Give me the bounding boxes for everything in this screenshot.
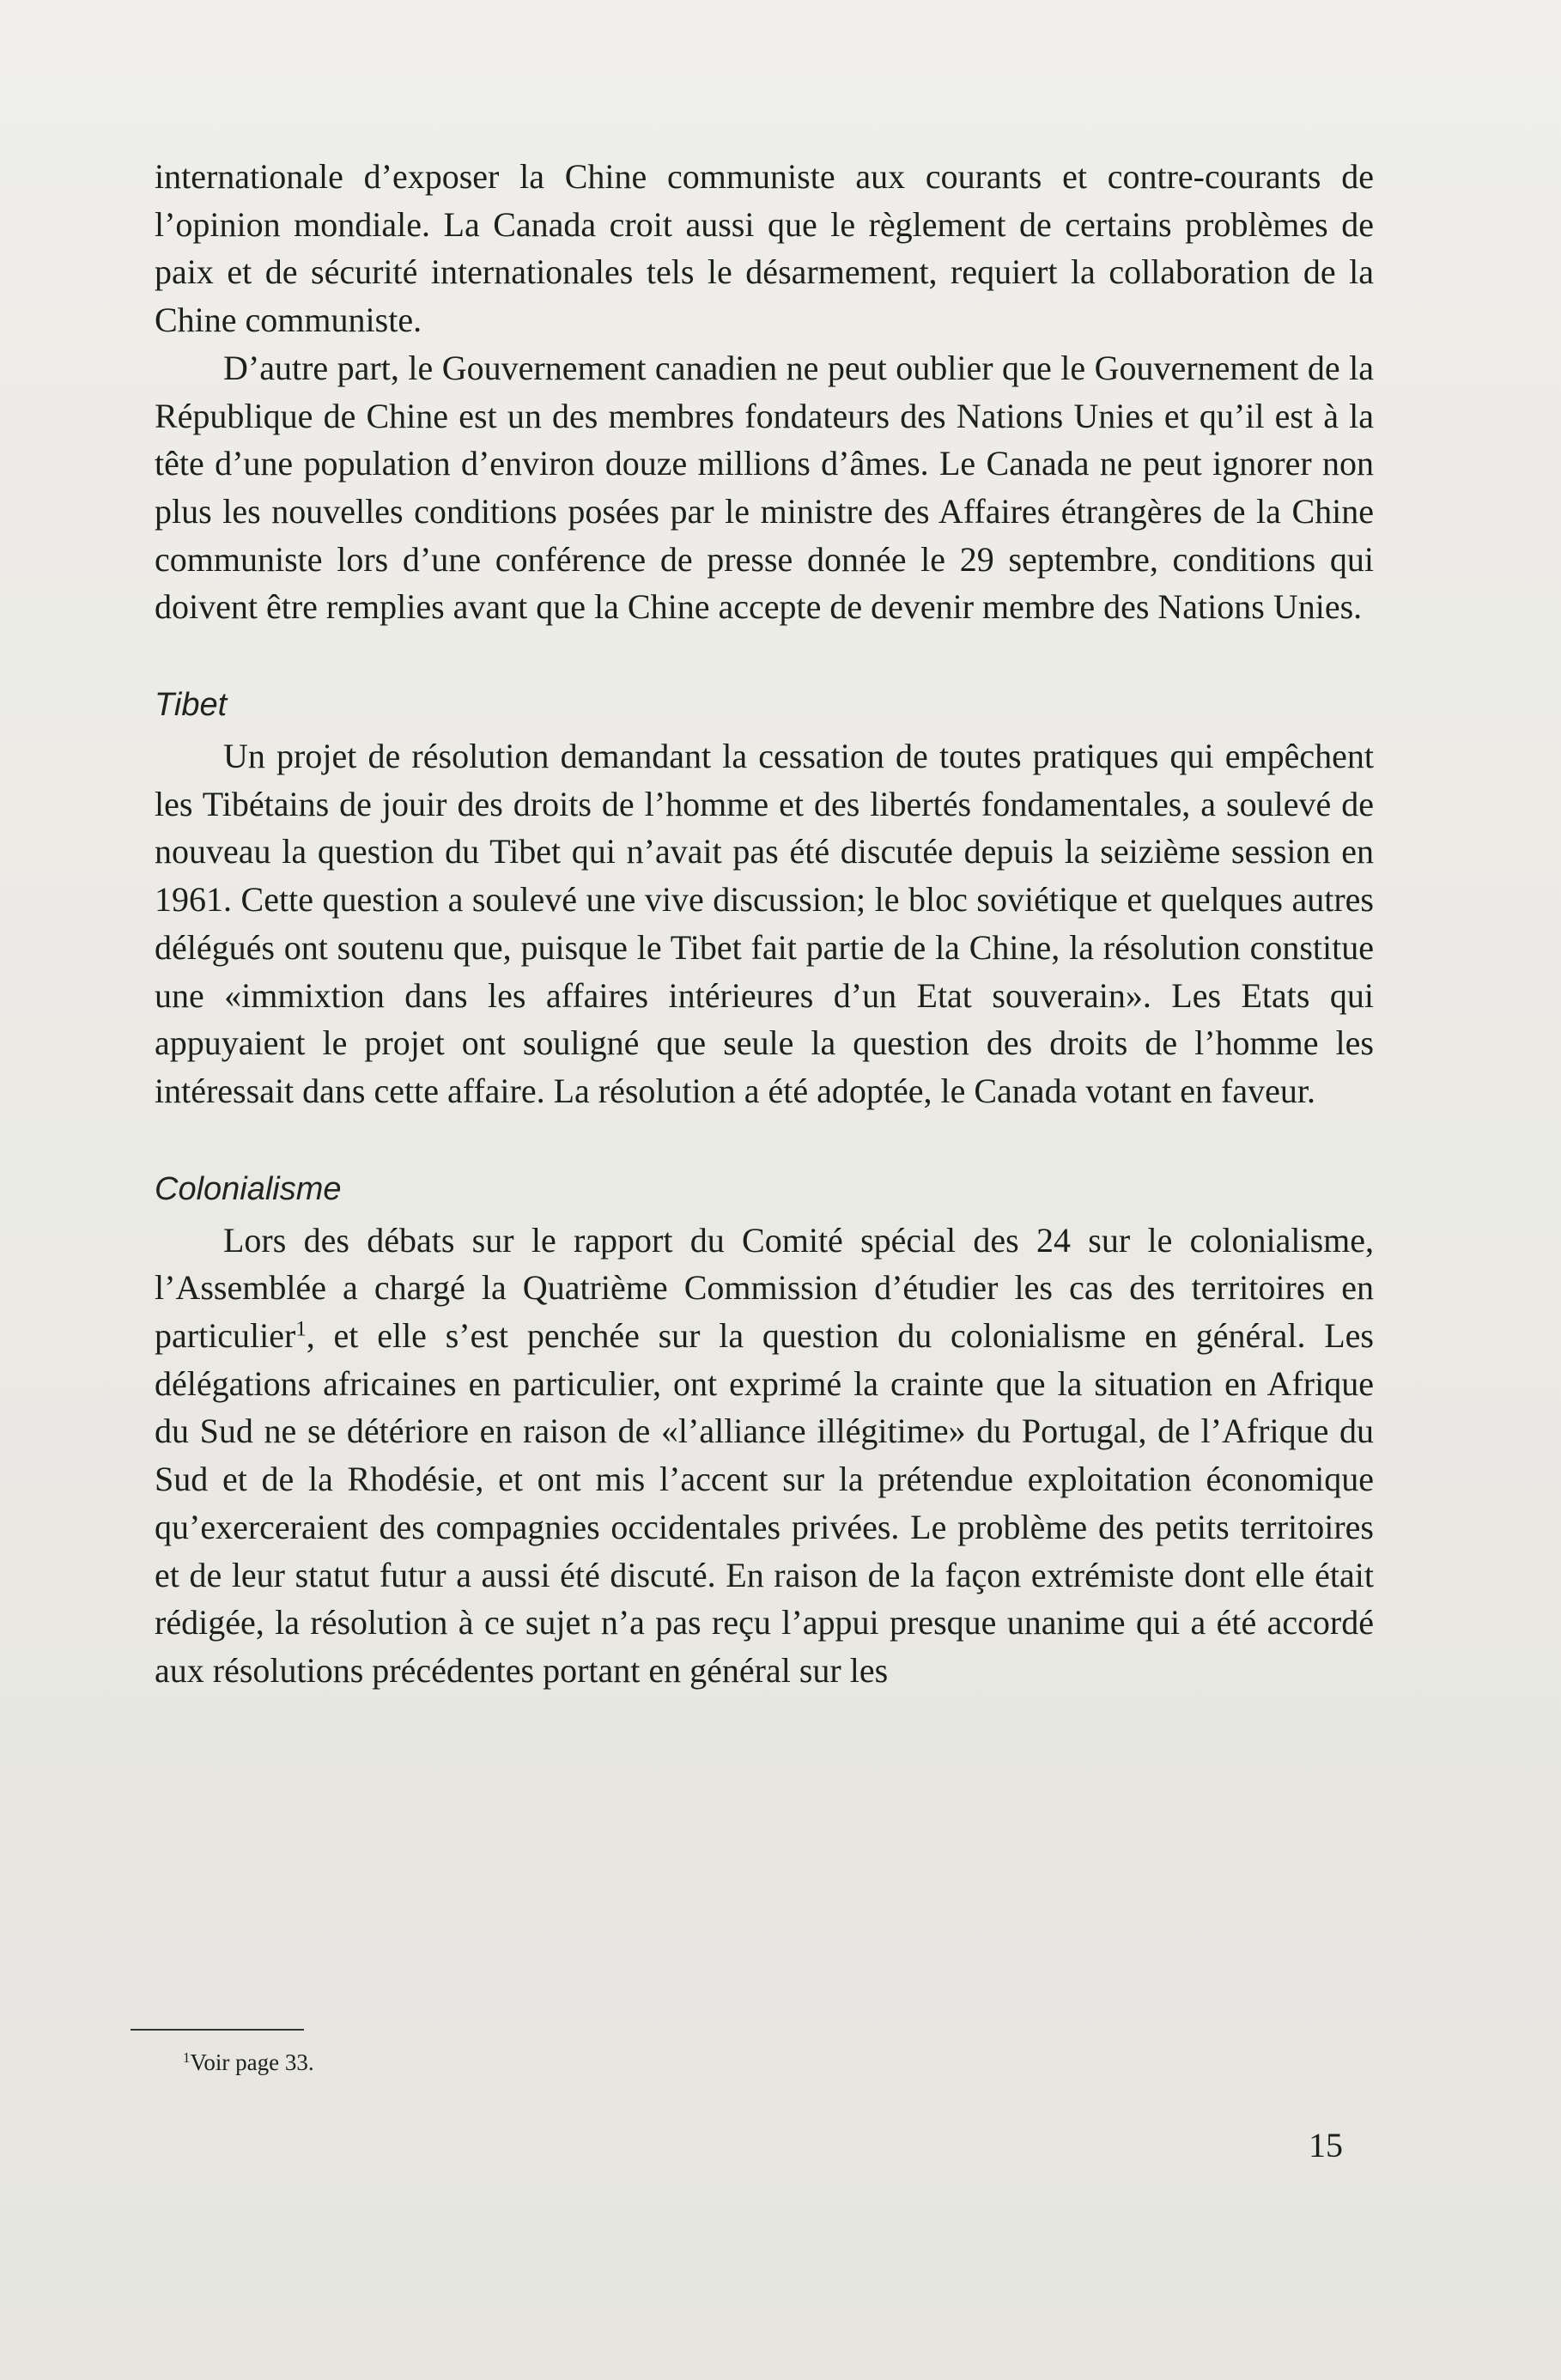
section-heading-tibet: Tibet (155, 687, 228, 724)
footnote (183, 2048, 314, 2077)
footnote-text: Voir page 33. (190, 2049, 314, 2075)
footnote-divider (131, 2029, 304, 2031)
footnote-marker: 1 (183, 2049, 191, 2066)
colonialisme-text-end: , et elle s’est penchée sur la question du colonialisme en général. Les délégations africaines en particulier, ont exprimé la crainte que la situation en Afrique du Sud ne se détériore en raison de «l’alliance illégitime» du Portugal, de l’Afrique du Sud et de la Rhodésie, et ont mis l’accent sur la prétendue exploitation économique qu’exerceraient des compagnies occidentales privées. Le problème des petits territoires et de leur statut futur a aussi été discuté. En raison de la façon extrémiste dont elle était rédigée, la résolution à ce sujet n’a pas reçu l’appui presque unanime qui a été accordé aux résolutions précédentes portant en général sur les (155, 1316, 1374, 1690)
text-column (155, 153, 1374, 1695)
colonialisme-text-start: Lors des débats sur le rapport du Comité spécial des 24 sur le colonialisme, l’Assemblée a chargé la Quatrième Commission d’étudier les cas des territoires en particulier (155, 1220, 1374, 1356)
paragraph-continuation: internationale d’exposer la Chine communiste aux courants et contre-courants de l’opinion mondiale. La Canada croit aussi que le règlement de certains problèmes de paix et de sécurité internationales tels le désarmement, requiert la collaboration de la Chine communiste. (155, 157, 1374, 340)
page-number: 15 (1309, 2126, 1343, 2164)
footnote-reference: 1 (295, 1317, 307, 1341)
paragraph-republic-of-china: D’autre part, le Gouvernement canadien ne peut oublier que le Gouvernement de la République de Chine est un des membres fondateurs des Nations Unies et qu’il est à la tête d’une population d’environ douze millions d’âmes. Le Canada ne peut ignorer non plus les nouvelles conditions posées par le ministre des Affaires étrangères de la Chine communiste lors d’une conférence de presse donnée le 29 septembre, conditions qui doivent être remplies avant que la Chine accepte de devenir membre des Nations Unies. (155, 348, 1374, 627)
paragraph-colonialisme (155, 1217, 1374, 1695)
paragraph-tibet: Un projet de résolution demandant la cessation de toutes pratiques qui empêchent les Tibétains de jouir des droits de l’homme et des libertés fondamentales, a soulevé de nouveau la question du Tibet qui n’avait pas été discutée depuis la seizième session en 1961. Cette question a soulevé une vive discussion; le bloc soviétique et quelques autres délégués ont soutenu que, puisque le Tibet fait partie de la Chine, la résolution constitue une «immixtion dans les affaires intérieures d’un Etat souverain». Les Etats qui appuyaient le projet ont souligné que seule la question des droits de l’homme les intéressait dans cette affaire. La résolution a été adoptée, le Canada votant en faveur. (155, 737, 1374, 1110)
section-heading-colonialisme: Colonialisme (155, 1170, 342, 1207)
